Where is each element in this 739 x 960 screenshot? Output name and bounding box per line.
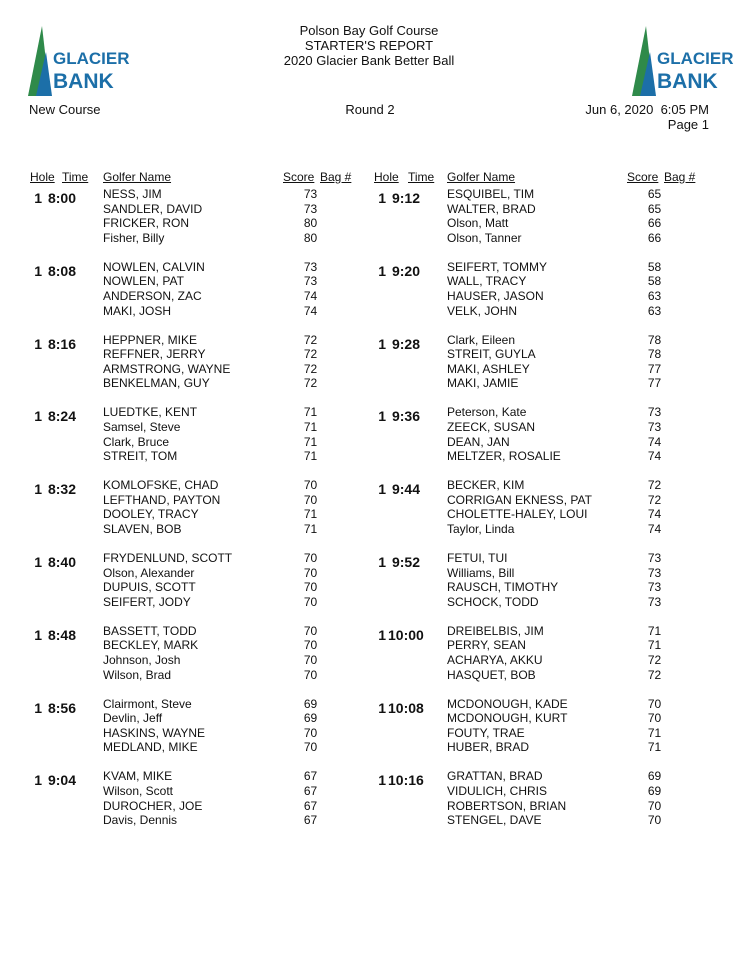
tee-time-group xyxy=(30,187,360,247)
col-header-score: Score xyxy=(627,170,659,184)
course-name: Polson Bay Golf Course xyxy=(299,23,439,38)
tee-time: 10:08 xyxy=(388,699,424,716)
golfer-name: MAKI, JOSH xyxy=(103,303,172,318)
golfer-name: Clark, Bruce xyxy=(103,434,170,449)
tee-time-group xyxy=(30,624,360,684)
golfer-name: FOUTY, TRAE xyxy=(447,725,525,740)
golfer-score: 71 xyxy=(303,419,318,434)
golfer-score: 70 xyxy=(647,813,662,828)
golfer-score: 71 xyxy=(647,638,662,653)
tee-time: 9:44 xyxy=(391,481,420,498)
col-header-bag: Bag # xyxy=(664,170,696,184)
event-name: 2020 Glacier Bank Better Ball xyxy=(283,53,455,68)
tee-time-group xyxy=(374,769,704,829)
golfer-name: LEFTHAND, PAYTON xyxy=(103,492,221,507)
golfer-score: 70 xyxy=(303,725,318,740)
golfer-score: 73 xyxy=(647,551,662,565)
tee-time: 10:16 xyxy=(388,772,424,789)
golfer-name: VELK, JOHN xyxy=(447,303,518,318)
golfer-name: SLAVEN, BOB xyxy=(103,521,182,536)
golfer-score: 69 xyxy=(303,711,318,726)
golfer-name: Olson, Alexander xyxy=(103,565,195,580)
golfer-name: ESQUIBEL, TIM xyxy=(447,187,535,201)
golfer-score: 78 xyxy=(647,347,662,362)
glacier-bank-logo-right xyxy=(630,22,734,98)
golfer-score: 71 xyxy=(647,623,662,638)
golfer-name: Clairmont, Steve xyxy=(103,696,192,711)
golfer-score: 70 xyxy=(303,667,318,682)
golfer-score: 73 xyxy=(647,405,662,420)
golfer-score: 74 xyxy=(647,507,662,522)
col-header-golfer: Golfer Name xyxy=(447,170,516,184)
col-header-hole: Hole xyxy=(374,170,399,184)
golfer-score: 69 xyxy=(647,769,662,784)
golfer-name: VIDULICH, CHRIS xyxy=(447,783,548,798)
golfer-score: 70 xyxy=(647,696,662,711)
tee-time-group xyxy=(30,260,360,320)
golfer-score: 71 xyxy=(647,740,662,755)
golfer-name: DUROCHER, JOE xyxy=(103,798,203,813)
tee-time: 9:28 xyxy=(391,335,420,352)
golfer-name: NESS, JIM xyxy=(103,187,162,201)
hole-number: 1 xyxy=(378,335,386,352)
golfer-score: 71 xyxy=(303,405,318,420)
tee-time-group xyxy=(374,260,704,320)
golfer-name: MAKI, ASHLEY xyxy=(447,361,530,376)
golfer-name: MELTZER, ROSALIE xyxy=(447,449,561,464)
tee-time: 8:48 xyxy=(47,626,76,643)
golfer-name: MCDONOUGH, KURT xyxy=(447,711,568,726)
hole-number: 1 xyxy=(378,481,386,498)
hole-number: 1 xyxy=(34,626,42,643)
golfer-name: SCHOCK, TODD xyxy=(447,594,539,609)
golfer-name: DEAN, JAN xyxy=(447,434,510,449)
golfer-score: 71 xyxy=(303,434,318,449)
tee-time-group xyxy=(30,405,360,465)
golfer-name: WALTER, BRAD xyxy=(447,201,536,216)
golfer-name: SEIFERT, JODY xyxy=(103,594,191,609)
col-header-time: Time xyxy=(62,170,89,184)
golfer-name: FETUI, TUI xyxy=(447,551,508,565)
golfer-name: MCDONOUGH, KADE xyxy=(447,696,568,711)
golfer-name: STREIT, GUYLA xyxy=(447,347,536,362)
tee-time: 8:32 xyxy=(47,481,76,498)
golfer-name: HASKINS, WAYNE xyxy=(103,725,206,740)
golfer-name: Wilson, Brad xyxy=(103,667,172,682)
golfer-name: BASSETT, TODD xyxy=(103,623,197,638)
course-label: New Course xyxy=(29,102,101,117)
tee-time-group xyxy=(374,333,704,393)
golfer-name: ARMSTRONG, WAYNE xyxy=(103,361,231,376)
golfer-name: DUPUIS, SCOTT xyxy=(103,580,196,595)
golfer-name: BECKER, KIM xyxy=(447,478,525,493)
tee-time-group xyxy=(30,333,360,393)
golfer-name: RAUSCH, TIMOTHY xyxy=(447,580,559,595)
tee-time: 9:20 xyxy=(391,262,420,279)
golfer-score: 70 xyxy=(303,565,318,580)
golfer-score: 66 xyxy=(647,230,662,245)
hole-number: 1 xyxy=(378,190,386,206)
tee-time: 10:00 xyxy=(388,626,424,643)
golfer-score: 67 xyxy=(303,798,318,813)
golfer-name: GRATTAN, BRAD xyxy=(447,769,543,784)
golfer-name: PERRY, SEAN xyxy=(447,638,526,653)
golfer-score: 69 xyxy=(647,783,662,798)
golfer-name: KVAM, MIKE xyxy=(103,769,173,784)
logo-text-line2: BANK xyxy=(53,70,114,93)
hole-number: 1 xyxy=(34,481,42,498)
golfer-name: SANDLER, DAVID xyxy=(103,201,203,216)
hole-number: 1 xyxy=(34,335,42,352)
hole-number: 1 xyxy=(378,262,386,279)
golfer-score: 67 xyxy=(303,783,318,798)
golfer-name: Wilson, Scott xyxy=(103,783,174,798)
golfer-score: 74 xyxy=(647,449,662,464)
golfer-score: 73 xyxy=(647,565,662,580)
tee-time-group xyxy=(374,624,704,684)
tee-time: 8:40 xyxy=(47,554,76,570)
golfer-name: NOWLEN, PAT xyxy=(103,274,184,289)
logo-text-line1: GLACIER xyxy=(53,49,130,68)
golfer-score: 72 xyxy=(303,347,318,362)
tee-time: 9:52 xyxy=(391,554,420,570)
tee-time-group xyxy=(30,478,360,538)
golfer-name: ACHARYA, AKKU xyxy=(447,652,543,667)
golfer-score: 70 xyxy=(303,623,318,638)
col-header-bag: Bag # xyxy=(320,170,352,184)
golfer-score: 73 xyxy=(647,594,662,609)
golfer-score: 72 xyxy=(647,478,662,493)
golfer-name: HUBER, BRAD xyxy=(447,740,530,755)
golfer-name: Taylor, Linda xyxy=(447,521,515,536)
golfer-name: FRICKER, RON xyxy=(103,216,190,231)
golfer-score: 70 xyxy=(303,740,318,755)
golfer-score: 80 xyxy=(303,230,318,245)
tee-time-group xyxy=(374,478,704,538)
tee-time: 8:24 xyxy=(47,408,76,425)
golfer-score: 58 xyxy=(647,274,662,289)
golfer-score: 66 xyxy=(647,216,662,231)
golfer-name: CORRIGAN EKNESS, PAT xyxy=(447,492,592,507)
golfer-score: 72 xyxy=(303,376,318,391)
golfer-score: 73 xyxy=(647,419,662,434)
golfer-score: 74 xyxy=(647,434,662,449)
golfer-score: 70 xyxy=(303,580,318,595)
golfer-name: FRYDENLUND, SCOTT xyxy=(103,551,233,565)
golfer-score: 69 xyxy=(303,696,318,711)
golfer-score: 67 xyxy=(303,769,318,784)
page-number: Page 1 xyxy=(667,117,709,132)
golfer-name: MEDLAND, MIKE xyxy=(103,740,198,755)
golfer-name: HAUSER, JASON xyxy=(447,288,544,303)
tee-time: 8:16 xyxy=(47,335,76,352)
golfer-score: 72 xyxy=(303,361,318,376)
hole-number: 1 xyxy=(34,262,42,279)
tee-time-group xyxy=(30,551,360,611)
golfer-score: 74 xyxy=(303,303,318,318)
hole-number: 1 xyxy=(34,699,42,716)
tee-time: 9:36 xyxy=(391,408,420,425)
golfer-score: 70 xyxy=(647,711,662,726)
date-page-block xyxy=(585,102,709,132)
golfer-score: 65 xyxy=(647,187,662,201)
tee-time-group xyxy=(30,697,360,757)
golfer-score: 67 xyxy=(303,813,318,828)
golfer-name: REFFNER, JERRY xyxy=(103,347,206,362)
golfer-name: Clark, Eileen xyxy=(447,332,516,347)
col-header-time: Time xyxy=(408,170,435,184)
hole-number: 1 xyxy=(34,772,42,789)
hole-number: 1 xyxy=(378,699,386,716)
golfer-score: 74 xyxy=(303,288,318,303)
golfer-name: SEIFERT, TOMMY xyxy=(447,259,548,274)
golfer-score: 73 xyxy=(647,580,662,595)
report-header xyxy=(200,23,538,68)
golfer-name: BENKELMAN, GUY xyxy=(103,376,210,391)
golfer-score: 77 xyxy=(647,376,662,391)
hole-number: 1 xyxy=(34,190,42,206)
golfer-score: 78 xyxy=(647,332,662,347)
hole-number: 1 xyxy=(34,554,42,570)
golfer-score: 72 xyxy=(647,492,662,507)
hole-number: 1 xyxy=(378,408,386,425)
hole-number: 1 xyxy=(378,772,386,789)
golfer-score: 63 xyxy=(647,288,662,303)
round-label: Round 2 xyxy=(345,102,395,117)
golfer-name: STREIT, TOM xyxy=(103,449,178,464)
golfer-score: 72 xyxy=(647,652,662,667)
golfer-name: HASQUET, BOB xyxy=(447,667,536,682)
logo-text-line2: BANK xyxy=(657,70,718,93)
golfer-score: 77 xyxy=(647,361,662,376)
golfer-name: STENGEL, DAVE xyxy=(447,813,542,828)
col-header-hole: Hole xyxy=(30,170,55,184)
golfer-score: 73 xyxy=(303,187,318,201)
golfer-score: 70 xyxy=(303,638,318,653)
hole-number: 1 xyxy=(34,408,42,425)
golfer-score: 73 xyxy=(303,201,318,216)
golfer-score: 63 xyxy=(647,303,662,318)
golfer-name: DREIBELBIS, JIM xyxy=(447,623,544,638)
golfer-name: Devlin, Jeff xyxy=(103,711,163,726)
golfer-name: LUEDTKE, KENT xyxy=(103,405,198,420)
tee-time-group xyxy=(374,187,704,247)
golfer-name: Olson, Matt xyxy=(447,216,509,231)
golfer-name: DOOLEY, TRACY xyxy=(103,507,199,522)
golfer-name: WALL, TRACY xyxy=(447,274,527,289)
tee-time: 8:08 xyxy=(47,262,76,279)
tee-time: 9:04 xyxy=(47,772,76,789)
golfer-name: Samsel, Steve xyxy=(103,419,181,434)
col-header-golfer: Golfer Name xyxy=(103,170,172,184)
golfer-name: Fisher, Billy xyxy=(103,230,165,245)
golfer-name: ROBERTSON, BRIAN xyxy=(447,798,567,813)
report-datetime: Jun 6, 2020 6:05 PM xyxy=(585,102,709,117)
tee-time: 8:00 xyxy=(47,190,76,206)
golfer-score: 70 xyxy=(303,594,318,609)
golfer-score: 73 xyxy=(303,259,318,274)
golfer-score: 71 xyxy=(303,449,318,464)
hole-number: 1 xyxy=(378,554,386,570)
golfer-score: 71 xyxy=(303,521,318,536)
golfer-score: 65 xyxy=(647,201,662,216)
golfer-score: 71 xyxy=(647,725,662,740)
golfer-score: 74 xyxy=(647,521,662,536)
hole-number: 1 xyxy=(378,626,386,643)
golfer-name: NOWLEN, CALVIN xyxy=(103,259,205,274)
golfer-score: 70 xyxy=(647,798,662,813)
golfer-name: Olson, Tanner xyxy=(447,230,522,245)
golfer-score: 80 xyxy=(303,216,318,231)
tee-time-group xyxy=(30,769,360,829)
glacier-bank-logo-left xyxy=(26,22,130,98)
golfer-name: MAKI, JAMIE xyxy=(447,376,519,391)
golfer-name: ANDERSON, ZAC xyxy=(103,288,202,303)
golfer-name: Davis, Dennis xyxy=(103,813,178,828)
golfer-name: HEPPNER, MIKE xyxy=(103,332,198,347)
golfer-score: 70 xyxy=(303,551,318,565)
golfer-score: 73 xyxy=(303,274,318,289)
golfer-name: KOMLOFSKE, CHAD xyxy=(103,478,219,493)
tee-time: 9:12 xyxy=(391,190,420,206)
golfer-name: BECKLEY, MARK xyxy=(103,638,199,653)
tee-time: 8:56 xyxy=(47,699,76,716)
golfer-score: 70 xyxy=(303,492,318,507)
logo-text-line1: GLACIER xyxy=(657,49,734,68)
golfer-name: ZEECK, SUSAN xyxy=(447,419,536,434)
golfer-score: 70 xyxy=(303,652,318,667)
golfer-name: Williams, Bill xyxy=(447,565,515,580)
golfer-score: 70 xyxy=(303,478,318,493)
golfer-score: 71 xyxy=(303,507,318,522)
tee-time-group xyxy=(374,697,704,757)
golfer-score: 58 xyxy=(647,259,662,274)
golfer-score: 72 xyxy=(647,667,662,682)
col-header-score: Score xyxy=(283,170,315,184)
report-title: STARTER'S REPORT xyxy=(304,38,434,53)
golfer-name: Peterson, Kate xyxy=(447,405,527,420)
tee-time-group xyxy=(374,405,704,465)
golfer-name: Johnson, Josh xyxy=(103,652,181,667)
tee-time-group xyxy=(374,551,704,611)
golfer-score: 72 xyxy=(303,332,318,347)
golfer-name: CHOLETTE-HALEY, LOUI xyxy=(447,507,588,522)
